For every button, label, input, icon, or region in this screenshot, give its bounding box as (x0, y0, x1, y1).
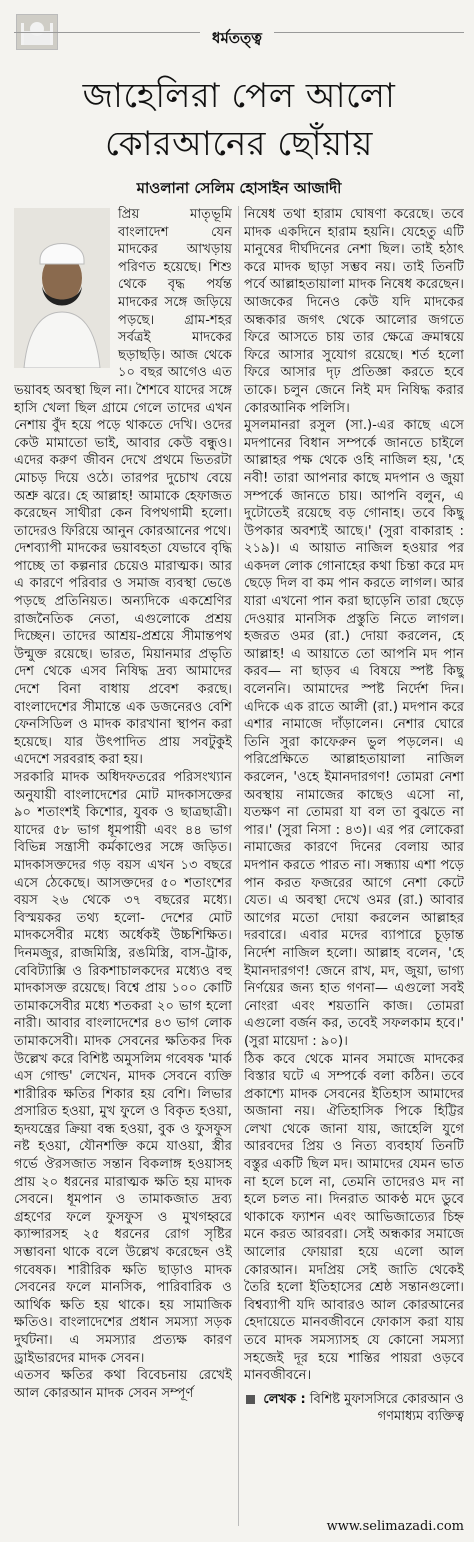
author-photo (14, 208, 110, 368)
bullet-square-icon (246, 1395, 255, 1404)
paragraph: প্রিয় মাতৃভূমি বাংলাদেশ যেন মাদকের আখড়ায় পরিণত হয়েছে। শিশু থেকে বৃদ্ধ পর্যন্ত মাদকের সঙ্গে জড়িয়ে পড়ছে। গ্রাম-শহর সর্বত্রই মাদকের ছড়াছড়ি। আজ থেকে ১০ বছর আগেও এত ভয়াবহ অবস্থা ছিল না। শৈশবে যাদের সঙ্গে হাসি খেলা ছিল গ্রামে গেলে তাদের এখন নেশায় বুঁদ হয়ে পড়ে থাকতে দেখি। ওদের কেউ মামাতো ভাই, আবার কেউ বন্ধুও। এদের করুণ জীবন দেখে প্রথমে ভিতরটা মোচড় দিয়ে ওঠে। তারপর দুচোখ বেয়ে অশ্রু ঝরে। হে আল্লাহ! আমাকে হেফাজত করেছেন সাথীরা কেন বিপথগামী হলো। তাদেরও ফিরিয়ে আনুন কোরআনের পথে। (14, 207, 232, 539)
paragraph: এতসব ক্ষতির কথা বিবেচনায় রেখেই আল কোরআন মাদক সেবন সম্পূর্ণ (14, 1368, 232, 1401)
article-title (14, 72, 464, 168)
author-note (244, 1391, 464, 1425)
title-line-1: জাহেলিরা পেল আলো (82, 76, 396, 116)
author-note-text: বিশিষ্ট মুফাসসিরে কোরআন ও গণমাধ্যম ব্যক্তিত্ব (309, 1391, 464, 1424)
column-divider (238, 206, 239, 1526)
title-line-2: কোরআনের ছোঁয়ায় (105, 124, 373, 164)
paragraph: মুসলমানরা রসুল (সা.)-এর কাছে এসে মদপানের বিধান সম্পর্কে জানতে চাইলে আল্লাহর পক্ষ থেকে ওহি নাজিল হয়, 'হে নবী! তারা আপনার কাছে মদপান ও জুয়া সম্পর্কে জানতে চায়। আপনি বলুন, এ দুটোতেই রয়েছে বড় গোনাহ। তবে কিছু উপকার অবশ্যই আছে।' (সুরা বাকারাহ : ২১৯)। এ আয়াত নাজিল হওয়ার পর একদল লোক গোনাহের কথা চিন্তা করে মদ ছেড়ে দিল বা কম পান করতে লাগল। আর যারা এখনো পান করা ছাড়েনি তারা ছেড়ে দেওয়ার মানসিক প্রস্তুতি নিতে লাগল। হজরত ওমর (রা.) দোয়া করলেন, হে আল্লাহ! এ আয়াতে তো আপনি মদ পান করব— না ছাড়ব এ বিষয়ে স্পষ্ট কিছু বলেননি। আমাদের স্পষ্ট নির্দেশ দিন। এদিকে এক রাতে আলী (রা.) মদপান করে এশার নামাজে দাঁড়ালেন। নেশার ঘোরে তিনি সুরা কাফেরুন ভুল পড়লেন। এ পরিপ্রেক্ষিতে আল্লাহতায়ালা নাজিল করলেন, 'ওহে ইমানদারগণ! তোমরা নেশা অবস্থায় নামাজের কাছেও এসো না, যতক্ষণ না তোমরা যা বল তা বুঝতে না পার।' (সুরা নিসা : ৪৩)। এর পর লোকেরা নামাজের কারণে দিনের বেলায় আর মদপান করতে পারত না। সন্ধ্যায় এশা পড়ে পান করত ফজরের আগে নেশা কেটে যেত। এ অবস্থা দেখে ওমর (রা.) আবার আগের মতো দোয়া করলেন আল্লাহর দরবারে। এবার মদের ব্যাপারে চূড়ান্ত নির্দেশ নাজিল হলো। আল্লাহ বলেন, 'হে ইমানদারগণ! জেনে রাখ, মদ, জুয়া, ভাগ্য নির্ণয়ের জন্য হাত গণনা— এগুলো সবই নোংরা এবং শয়তানি কাজ। তোমরা এগুলো বর্জন কর, তবেই সফলকাম হবে।' (সুরা মায়েদা : ৯০)। (244, 418, 464, 1049)
author-note-label: লেখক : (263, 1391, 306, 1407)
article-column-1 (14, 206, 232, 1536)
website-link[interactable]: www.selimazadi.com (326, 1519, 464, 1534)
author-portrait-icon (14, 208, 110, 368)
paragraph: দেশব্যাপী মাদকের ভয়াবহতা যেভাবে বৃদ্ধি পাচ্ছে তা কল্পনার চেয়েও মারাত্মক। আর এ কারণে পরিবার ও সমাজ ব্যবস্থা ভেঙে পড়ছে প্রতিনিয়ত। অন্যদিকে একশ্রেণির রাজনৈতিক নেতা, এগুলোকে প্রশ্রয় দিচ্ছেন। তাদের আশ্রয়-প্রশ্রয়ে সীমান্তপথ উন্মুক্ত রয়েছে। ভারত, মিয়ানমার প্রভৃতি দেশ থেকে এসব নিষিদ্ধ দ্রব্য আমাদের দেশে বিনা বাধায় প্রবেশ করছে। বাংলাদেশের সীমান্তে এক ডজনেরও বেশি ফেনসিডিল ও মাদক কারখানা স্থাপন করা হয়েছে। যার উৎপাদিত প্রায় সবটুকুই এদেশে সরবরাহ করা হয়। (14, 541, 232, 768)
paragraph: সরকারি মাদক অধিদফতরের পরিসংখ্যান অনুযায়ী বাংলাদেশের মোট মাদকাসক্তের ৯০ শতাংশই কিশোর, যুবক ও ছাত্রছাত্রী। যাদের ৫৮ ভাগ ধূমপায়ী এবং ৪৪ ভাগ বিভিন্ন সন্ত্রাসী কর্মকাণ্ডের সঙ্গে জড়িত। মাদকাসক্তদের গড় বয়স এখন ১৩ বছরে এসে ঠেকেছে। আসক্তদের ৫০ শতাংশের বয়স ২৬ থেকে ৩৭ বছরের মধ্যে। বিস্ময়কর তথ্য হলো- দেশের মোট মাদকসেবীর মধ্যে অর্ধেকই উচ্চশিক্ষিত। দিনমজুর, রাজমিস্ত্রি, রঙমিস্ত্রি, বাস-ট্রাক, বেবিট্যাক্সি ও রিকশাচালকদের মধ্যেও বহু মাদকাসক্ত রয়েছে। বিশ্বে প্রায় ১০০ কোটি তামাকসেবীর মধ্যে শতকরা ২০ ভাগ হলো নারী। আবার বাংলাদেশের ৪৩ ভাগ লোক তামাকসেবী। মাদক সেবনের ক্ষতিকর দিক উল্লেখ করে বিশিষ্ট অমুসলিম গবেষক 'মার্ক এস গোল্ড' লেখেন, মাদক সেবনে ব্যক্তি শারীরিক ক্ষতির শিকার হয় বেশি। লিভার প্রসারিত হওয়া, মুখ ফুলে ও বিকৃত হওয়া, হৃদযন্ত্রের ক্রিয়া বন্ধ হওয়া, বুক ও ফুসফুস নষ্ট হওয়া, যৌনশক্তি কমে যাওয়া, স্ত্রীর গর্ভে ঔরসজাত সন্তান বিকলাঙ্গ হওয়াসহ প্রায় ২০ ধরনের মারাত্মক ক্ষতি হয় মাদক সেবনে। ধূমপান ও তামাকজাত দ্রব্য গ্রহণের ফলে ফুসফুস ও মুখগহ্বরে ক্যান্সারসহ ২৫ ধরনের রোগ সৃষ্টির সম্ভাবনা থাকে বলে উল্লেখ করেছেন ওই গবেষক। শারীরিক ক্ষতি ছাড়াও মাদক সেবনের ফলে মানসিক, পারিবারিক ও আর্থিক ক্ষতি হয় থাকে। হয় সামাজিক ক্ষতিও। বাংলাদেশের প্রধান সমস্যা সড়ক দুর্ঘটনা। এ সমস্যার প্রত্যক্ষ কারণ ড্রাইভারদের মাদক সেবন। (14, 770, 232, 1366)
byline: মাওলানা সেলিম হোসাইন আজাদী (136, 179, 342, 197)
paragraph: ঠিক কবে থেকে মানব সমাজে মাদকের বিস্তার ঘটে এ সম্পর্কে বলা কঠিন। তবে প্রকাশ্যে মাদক সেবনের ইতিহাস আমাদের অজানা নয়। ঐতিহাসিক পিকে হিট্টির লেখা থেকে জানা যায়, জাহেলি যুগে আরবদের প্রিয় ও নিত্য ব্যবহার্য তিনটি বস্তুর একটি ছিল মদ। আমাদের যেমন ভাত না হলে চলে না, তেমনি তাদেরও মদ না হলে চলত না। দিনরাত আকণ্ঠ মদে ডুবে থাকাকে ফ্যাশন এবং আভিজাত্যের চিহ্ন মনে করত আরবরা। সেই অন্ধকার সমাজে আলোর ফোয়ারা হয়ে এলো আল কোরআন। মদপ্রিয় সেই জাতি থেকেই তৈরি হলো ইতিহাসের শ্রেষ্ঠ সন্তানগুলো। বিশ্বব্যাপী যদি আবারও আল কোরআনের হেদায়েতে মানবজীবনে ফোকাস করা যায় তবে মাদক সমস্যাসহ যে কোনো সমস্যা সহজেই দূর হয়ে শান্তির পায়রা ওড়বে মানবজীবনে। (244, 1051, 464, 1384)
article-column-2 (244, 206, 464, 1536)
paragraph: নিষেধ তথা হারাম ঘোষণা করেছে। তবে মাদক একদিনে হারাম হয়নি। যেহেতু এটি মানুষের দীর্ঘদিনের নেশা ছিল। তাই হঠাৎ করে মাদক ছাড়া সম্ভব নয়। তাই তিনটি পর্বে আল্লাহতায়ালা মাদক নিষেধ করেছেন। আজকের দিনেও কেউ যদি মাদকের অন্ধকার জগৎ থেকে আলোর জগতে ফিরে আসতে চায় তার ক্ষেত্রে ক্রমান্বয়ে ফিরে আসার সুযোগ রয়েছে। শর্ত হলো ফিরে আসার দৃঢ় প্রতিজ্ঞা করতে হবে তাকে। চলুন জেনে নিই মদ নিষিদ্ধ করার কোরআনিক পলিসি। (244, 207, 464, 416)
section-label: ধর্মতত্ত্ব (200, 28, 274, 48)
